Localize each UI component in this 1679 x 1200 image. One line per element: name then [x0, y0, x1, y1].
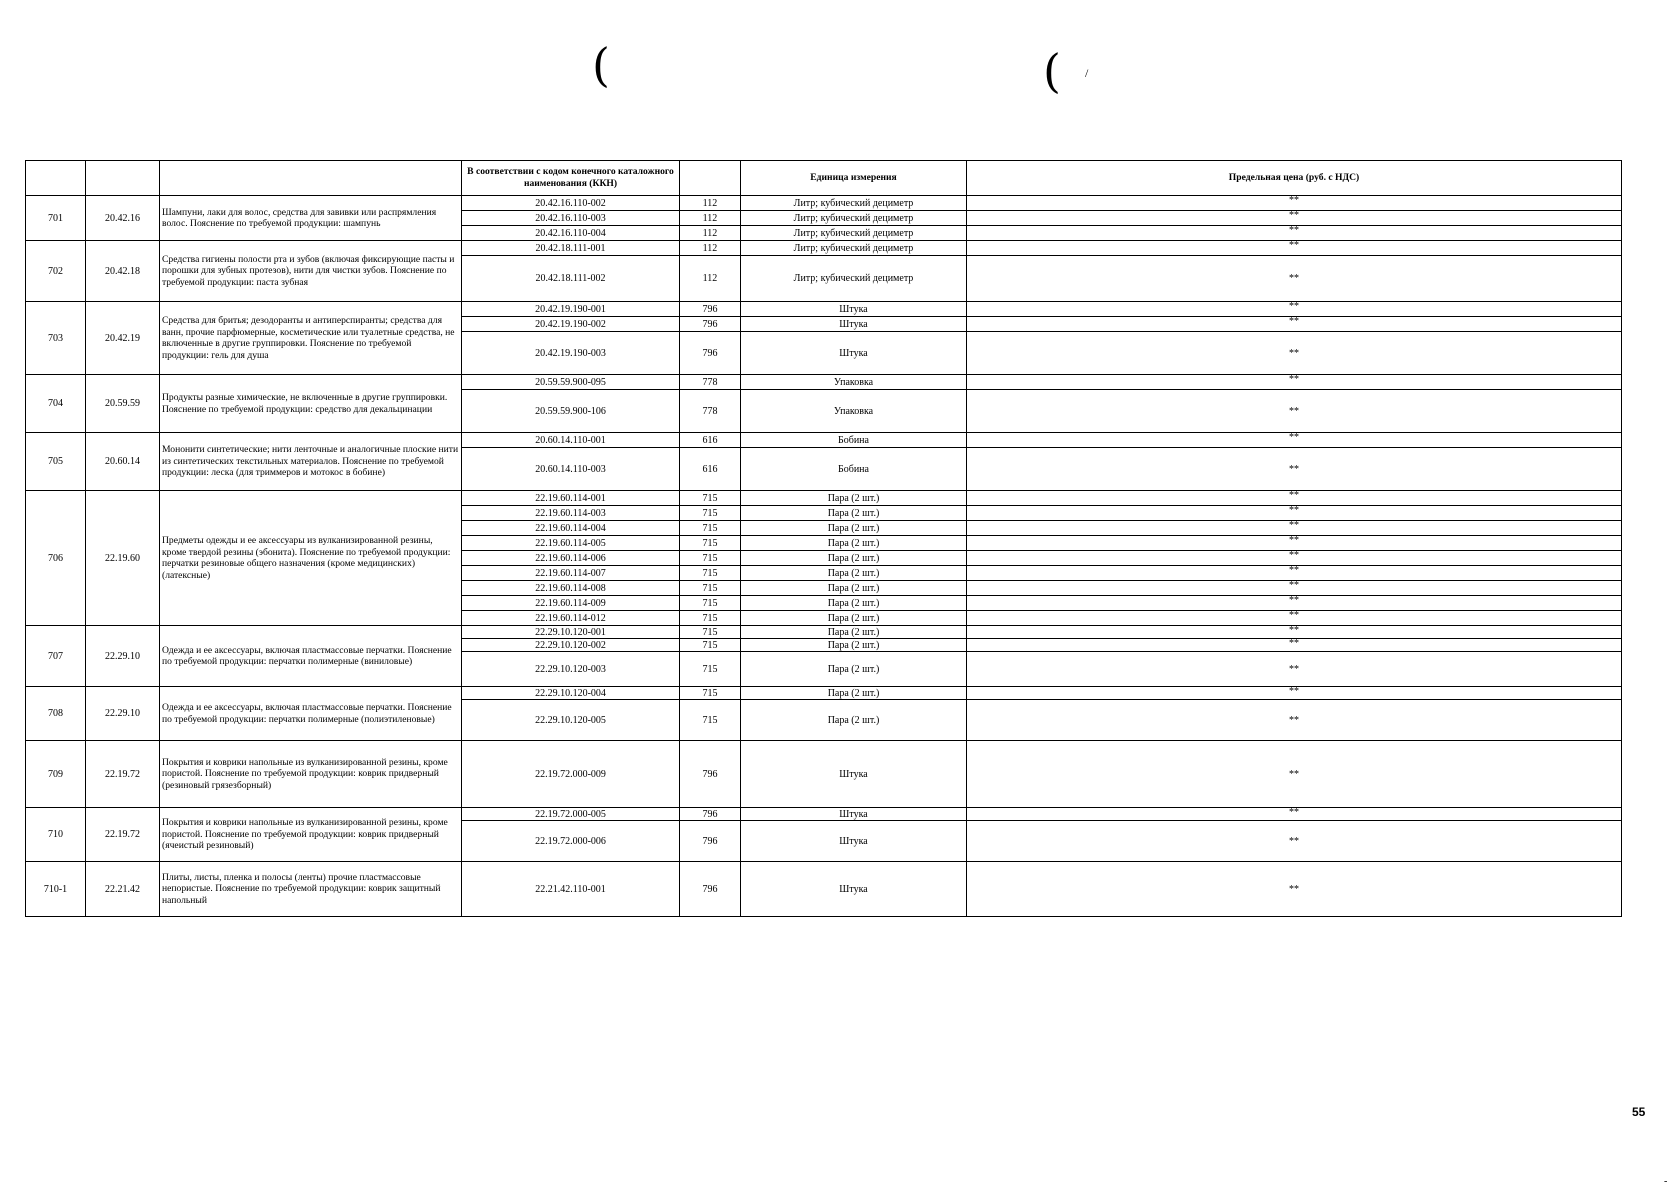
kkn-code: 20.60.14.110-003: [462, 448, 680, 491]
product-description: Плиты, листы, пленка и полосы (ленты) прочие пластмассовые непористые. Пояснение по требуемой продукции: коврик защитный напольный: [160, 862, 462, 917]
max-price: **: [967, 536, 1622, 551]
unit-code: 778: [680, 375, 741, 390]
table-row: [26, 808, 1622, 821]
unit-name: Штука: [741, 332, 967, 375]
scan-bracket-mark: (: [1043, 44, 1061, 98]
table-header-row: [26, 161, 1622, 196]
header-kkn: В соответствии с кодом конечного каталожного наименования (ККН): [462, 161, 680, 196]
unit-name: Штука: [741, 808, 967, 821]
product-description: Покрытия и коврики напольные из вулканизированной резины, кроме пористой. Пояснение по требуемой продукции: коврик придверный (резиновый грязезборный): [160, 741, 462, 808]
table-row: [26, 196, 1622, 211]
corner-dash: -: [1664, 1176, 1668, 1187]
kkn-code: 20.42.18.111-001: [462, 241, 680, 256]
unit-name: Пара (2 шт.): [741, 536, 967, 551]
max-price: **: [967, 626, 1622, 639]
table-row: [26, 862, 1622, 917]
max-price: **: [967, 862, 1622, 917]
row-number: 705: [26, 433, 86, 491]
unit-code: 715: [680, 700, 741, 741]
kkn-code: 20.42.19.190-003: [462, 332, 680, 375]
unit-name: Пара (2 шт.): [741, 551, 967, 566]
kkn-code: 22.29.10.120-001: [462, 626, 680, 639]
product-description: Одежда и ее аксессуары, включая пластмассовые перчатки. Пояснение по требуемой продукции: перчатки полимерные (виниловые): [160, 626, 462, 687]
kkn-code: 20.42.19.190-001: [462, 302, 680, 317]
product-description: Средства для бритья; дезодоранты и антиперспиранты; средства для ванн, прочие парфюмерные, косметические или туалетные средства, не включенные в другие группировки. Пояснение по требуемой продукции: гель для душа: [160, 302, 462, 375]
unit-name: Штука: [741, 302, 967, 317]
product-description: Средства гигиены полости рта и зубов (включая фиксирующие пасты и порошки для зубных протезов), нити для чистки зубов. Пояснение по требуемой продукции: паста зубная: [160, 241, 462, 302]
max-price: **: [967, 448, 1622, 491]
unit-name: Пара (2 шт.): [741, 652, 967, 687]
unit-code: 715: [680, 639, 741, 652]
unit-code: 112: [680, 226, 741, 241]
max-price: **: [967, 491, 1622, 506]
row-number: 708: [26, 687, 86, 741]
max-price: **: [967, 241, 1622, 256]
okpd-code: 20.42.19: [86, 302, 160, 375]
table-row: [26, 433, 1622, 448]
product-description: Продукты разные химические, не включенные в другие группировки. Пояснение по требуемой продукции: средство для декальцинации: [160, 375, 462, 433]
max-price: **: [967, 302, 1622, 317]
kkn-code: 20.42.16.110-003: [462, 211, 680, 226]
max-price: **: [967, 521, 1622, 536]
okpd-code: 20.60.14: [86, 433, 160, 491]
unit-code: 796: [680, 862, 741, 917]
kkn-code: 22.19.60.114-006: [462, 551, 680, 566]
unit-name: Штука: [741, 862, 967, 917]
max-price: **: [967, 317, 1622, 332]
header-cell-empty: [86, 161, 160, 196]
price-table: [25, 160, 1622, 917]
unit-code: 796: [680, 332, 741, 375]
unit-name: Литр; кубический дециметр: [741, 226, 967, 241]
scan-bracket-mark: (: [592, 38, 610, 92]
product-description: Покрытия и коврики напольные из вулканизированной резины, кроме пористой. Пояснение по требуемой продукции: коврик придверный (ячеистый резиновый): [160, 808, 462, 862]
header-cell-empty: [680, 161, 741, 196]
row-number: 710-1: [26, 862, 86, 917]
max-price: **: [967, 433, 1622, 448]
kkn-code: 22.29.10.120-005: [462, 700, 680, 741]
okpd-code: 22.19.60: [86, 491, 160, 626]
unit-name: Пара (2 шт.): [741, 581, 967, 596]
table-row: [26, 626, 1622, 639]
okpd-code: 20.59.59: [86, 375, 160, 433]
unit-name: Бобина: [741, 448, 967, 491]
unit-code: 715: [680, 536, 741, 551]
unit-name: Литр; кубический дециметр: [741, 211, 967, 226]
kkn-code: 22.19.60.114-001: [462, 491, 680, 506]
max-price: **: [967, 256, 1622, 302]
unit-code: 715: [680, 521, 741, 536]
header-cell-empty: [26, 161, 86, 196]
row-number: 704: [26, 375, 86, 433]
unit-name: Штука: [741, 317, 967, 332]
kkn-code: 22.19.60.114-003: [462, 506, 680, 521]
unit-code: 616: [680, 448, 741, 491]
unit-code: 796: [680, 317, 741, 332]
kkn-code: 22.19.60.114-004: [462, 521, 680, 536]
unit-code: 715: [680, 652, 741, 687]
max-price: **: [967, 551, 1622, 566]
max-price: **: [967, 506, 1622, 521]
max-price: **: [967, 611, 1622, 626]
unit-name: Пара (2 шт.): [741, 639, 967, 652]
kkn-code: 22.19.72.000-006: [462, 821, 680, 862]
unit-name: Штука: [741, 741, 967, 808]
row-number: 706: [26, 491, 86, 626]
unit-name: Пара (2 шт.): [741, 596, 967, 611]
max-price: **: [967, 741, 1622, 808]
unit-name: Пара (2 шт.): [741, 687, 967, 700]
kkn-code: 22.19.72.000-009: [462, 741, 680, 808]
max-price: **: [967, 808, 1622, 821]
okpd-code: 20.42.18: [86, 241, 160, 302]
kkn-code: 22.19.60.114-008: [462, 581, 680, 596]
table-row: [26, 302, 1622, 317]
table-row: [26, 741, 1622, 808]
unit-code: 715: [680, 566, 741, 581]
unit-code: 715: [680, 611, 741, 626]
unit-name: Бобина: [741, 433, 967, 448]
unit-code: 715: [680, 687, 741, 700]
kkn-code: 22.29.10.120-002: [462, 639, 680, 652]
okpd-code: 22.29.10: [86, 626, 160, 687]
unit-name: Упаковка: [741, 375, 967, 390]
kkn-code: 20.42.16.110-004: [462, 226, 680, 241]
row-number: 702: [26, 241, 86, 302]
table-row: [26, 241, 1622, 256]
unit-name: Пара (2 шт.): [741, 566, 967, 581]
unit-code: 715: [680, 551, 741, 566]
unit-code: 796: [680, 741, 741, 808]
unit-code: 112: [680, 241, 741, 256]
header-price: Предельная цена (руб. с НДС): [967, 161, 1622, 196]
row-number: 707: [26, 626, 86, 687]
product-description: Одежда и ее аксессуары, включая пластмассовые перчатки. Пояснение по требуемой продукции: перчатки полимерные (полиэтиленовые): [160, 687, 462, 741]
row-number: 709: [26, 741, 86, 808]
max-price: **: [967, 639, 1622, 652]
max-price: **: [967, 700, 1622, 741]
okpd-code: 22.19.72: [86, 808, 160, 862]
unit-name: Литр; кубический дециметр: [741, 196, 967, 211]
unit-name: Пара (2 шт.): [741, 626, 967, 639]
row-number: 701: [26, 196, 86, 241]
kkn-code: 20.59.59.900-106: [462, 390, 680, 433]
max-price: **: [967, 821, 1622, 862]
table-row: [26, 687, 1622, 700]
max-price: **: [967, 226, 1622, 241]
unit-name: Пара (2 шт.): [741, 700, 967, 741]
unit-code: 715: [680, 506, 741, 521]
unit-code: 112: [680, 196, 741, 211]
max-price: **: [967, 332, 1622, 375]
unit-code: 796: [680, 302, 741, 317]
row-number: 710: [26, 808, 86, 862]
unit-name: Пара (2 шт.): [741, 521, 967, 536]
product-description: Мононити синтетические; нити ленточные и аналогичные плоские нити из синтетических текстильных материалов. Пояснение по требуемой продукции: леска (для триммеров и мотокос в бобине): [160, 433, 462, 491]
unit-code: 715: [680, 581, 741, 596]
product-description: Предметы одежды и ее аксессуары из вулканизированной резины, кроме твердой резины (эбонита). Пояснение по требуемой продукции: перчатки резиновые общего назначения (кроме медицинских) (латексные): [160, 491, 462, 626]
max-price: **: [967, 687, 1622, 700]
kkn-code: 20.60.14.110-001: [462, 433, 680, 448]
kkn-code: 22.21.42.110-001: [462, 862, 680, 917]
unit-code: 112: [680, 211, 741, 226]
unit-code: 715: [680, 491, 741, 506]
kkn-code: 22.19.60.114-005: [462, 536, 680, 551]
max-price: **: [967, 581, 1622, 596]
header-unit: Единица измерения: [741, 161, 967, 196]
kkn-code: 22.19.60.114-012: [462, 611, 680, 626]
header-cell-empty: [160, 161, 462, 196]
unit-name: Пара (2 шт.): [741, 611, 967, 626]
unit-code: 715: [680, 626, 741, 639]
max-price: **: [967, 390, 1622, 433]
kkn-code: 22.19.60.114-009: [462, 596, 680, 611]
max-price: **: [967, 211, 1622, 226]
unit-code: 715: [680, 596, 741, 611]
unit-code: 112: [680, 256, 741, 302]
scan-tick-mark: /: [1085, 66, 1089, 80]
kkn-code: 22.19.72.000-005: [462, 808, 680, 821]
unit-code: 616: [680, 433, 741, 448]
unit-code: 796: [680, 808, 741, 821]
kkn-code: 20.59.59.900-095: [462, 375, 680, 390]
okpd-code: 22.29.10: [86, 687, 160, 741]
unit-name: Пара (2 шт.): [741, 506, 967, 521]
max-price: **: [967, 596, 1622, 611]
kkn-code: 22.29.10.120-003: [462, 652, 680, 687]
kkn-code: 20.42.16.110-002: [462, 196, 680, 211]
max-price: **: [967, 566, 1622, 581]
kkn-code: 22.29.10.120-004: [462, 687, 680, 700]
unit-name: Пара (2 шт.): [741, 491, 967, 506]
unit-code: 796: [680, 821, 741, 862]
page-number: 55: [1632, 1105, 1646, 1119]
table-row: [26, 491, 1622, 506]
unit-code: 778: [680, 390, 741, 433]
product-description: Шампуни, лаки для волос, средства для завивки или распрямления волос. Пояснение по требуемой продукции: шампунь: [160, 196, 462, 241]
kkn-code: 20.42.19.190-002: [462, 317, 680, 332]
unit-name: Литр; кубический дециметр: [741, 256, 967, 302]
kkn-code: 20.42.18.111-002: [462, 256, 680, 302]
price-table-body: [26, 161, 1622, 917]
unit-name: Литр; кубический дециметр: [741, 241, 967, 256]
okpd-code: 20.42.16: [86, 196, 160, 241]
max-price: **: [967, 375, 1622, 390]
max-price: **: [967, 196, 1622, 211]
okpd-code: 22.19.72: [86, 741, 160, 808]
unit-name: Штука: [741, 821, 967, 862]
kkn-code: 22.19.60.114-007: [462, 566, 680, 581]
row-number: 703: [26, 302, 86, 375]
table-row: [26, 375, 1622, 390]
max-price: **: [967, 652, 1622, 687]
unit-name: Упаковка: [741, 390, 967, 433]
okpd-code: 22.21.42: [86, 862, 160, 917]
